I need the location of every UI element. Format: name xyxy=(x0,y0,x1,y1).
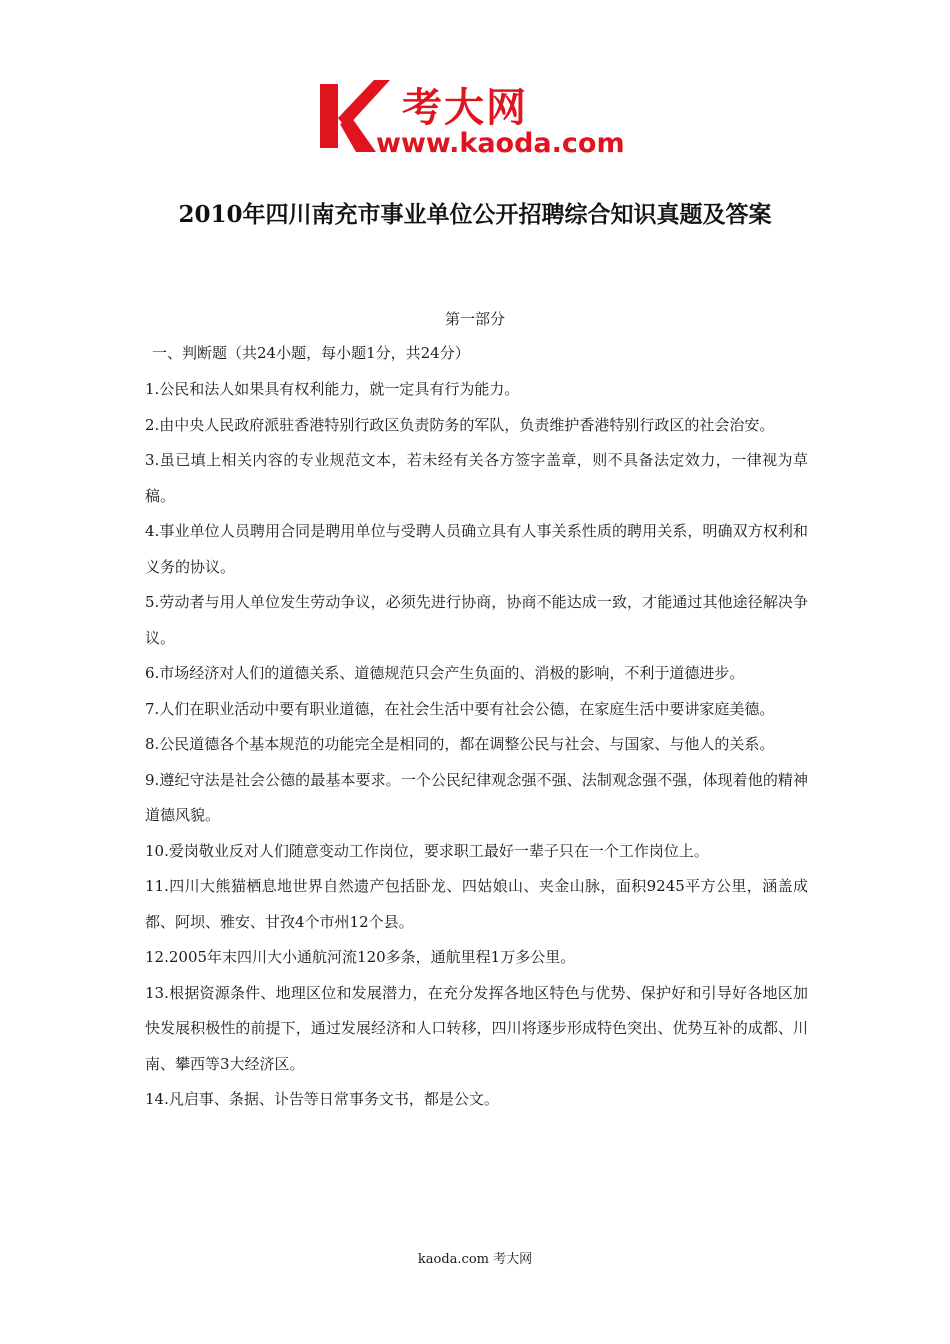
question-item: 7.人们在职业活动中要有职业道德，在社会生活中要有社会公德，在家庭生活中要讲家庭美德。 xyxy=(145,699,775,718)
question-item: 8.公民道德各个基本规范的功能完全是相同的，都在调整公民与社会、与国家、与他人的关系。 xyxy=(145,735,775,753)
question-item: 2.由中央人民政府派驻香港特别行政区负责防务的军队，负责维护香港特别行政区的社会治安。 xyxy=(145,415,775,434)
question-item: 4.事业单位人员聘用合同是聘用单位与受聘人员确立具有人事关系性质的聘用关系，明确双方权利和义务的协议。 xyxy=(145,522,808,576)
question-item: 5.劳动者与用人单位发生劳动争议，必须先进行协商，协商不能达成一致，才能通过其他途径解决争议。 xyxy=(145,593,808,647)
question-item: 6.市场经济对人们的道德关系、道德规范只会产生负面的、消极的影响，不利于道德进步。 xyxy=(145,664,745,682)
question-item: 3.虽已填上相关内容的专业规范文本，若未经有关各方签字盖章，则不具备法定效力，一律视为草稿。 xyxy=(145,451,808,505)
question-item: 14.凡启事、条据、讣告等日常事务文书，都是公文。 xyxy=(145,1090,499,1108)
question-list xyxy=(145,372,808,1118)
logo-chinese-name: 考大网 xyxy=(402,85,528,131)
question-item: 12.2005年末四川大小通航河流120多条，通航里程1万多公里。 xyxy=(145,948,576,966)
part-heading: 第一部分 xyxy=(444,310,505,328)
question-item: 9.遵纪守法是社会公德的最基本要求。一个公民纪律观念强不强、法制观念强不强，体现着他的精神道德风貌。 xyxy=(145,770,808,824)
kaoda-logo xyxy=(316,78,638,162)
section-heading: 一、判断题（共24小题，每小题1分，共24分） xyxy=(152,344,470,362)
question-item: 10.爱岗敬业反对人们随意变动工作岗位，要求职工最好一辈子只在一个工作岗位上。 xyxy=(145,841,709,860)
question-item: 11.四川大熊猫栖息地世界自然遗产包括卧龙、四姑娘山、夹金山脉，面积9245平方公里，涵盖成都、阿坝、雅安、甘孜4个市州12个县。 xyxy=(145,877,808,931)
question-item: 13.根据资源条件、地理区位和发展潜力，在充分发挥各地区特色与优势、保护好和引导好各地区加快发展积极性的前提下，通过发展经济和人口转移，四川将逐步形成特色突出、优势互补的成都、川南、攀西等3大经济区。 xyxy=(145,983,808,1073)
page-footer: kaoda.com 考大网 xyxy=(417,1252,533,1267)
question-item: 1.公民和法人如果具有权利能力，就一定具有行为能力。 xyxy=(145,380,520,398)
logo-url: www.kaoda.com xyxy=(376,128,625,159)
document-title: 2010年四川南充市事业单位公开招聘综合知识真题及答案 xyxy=(178,201,772,228)
